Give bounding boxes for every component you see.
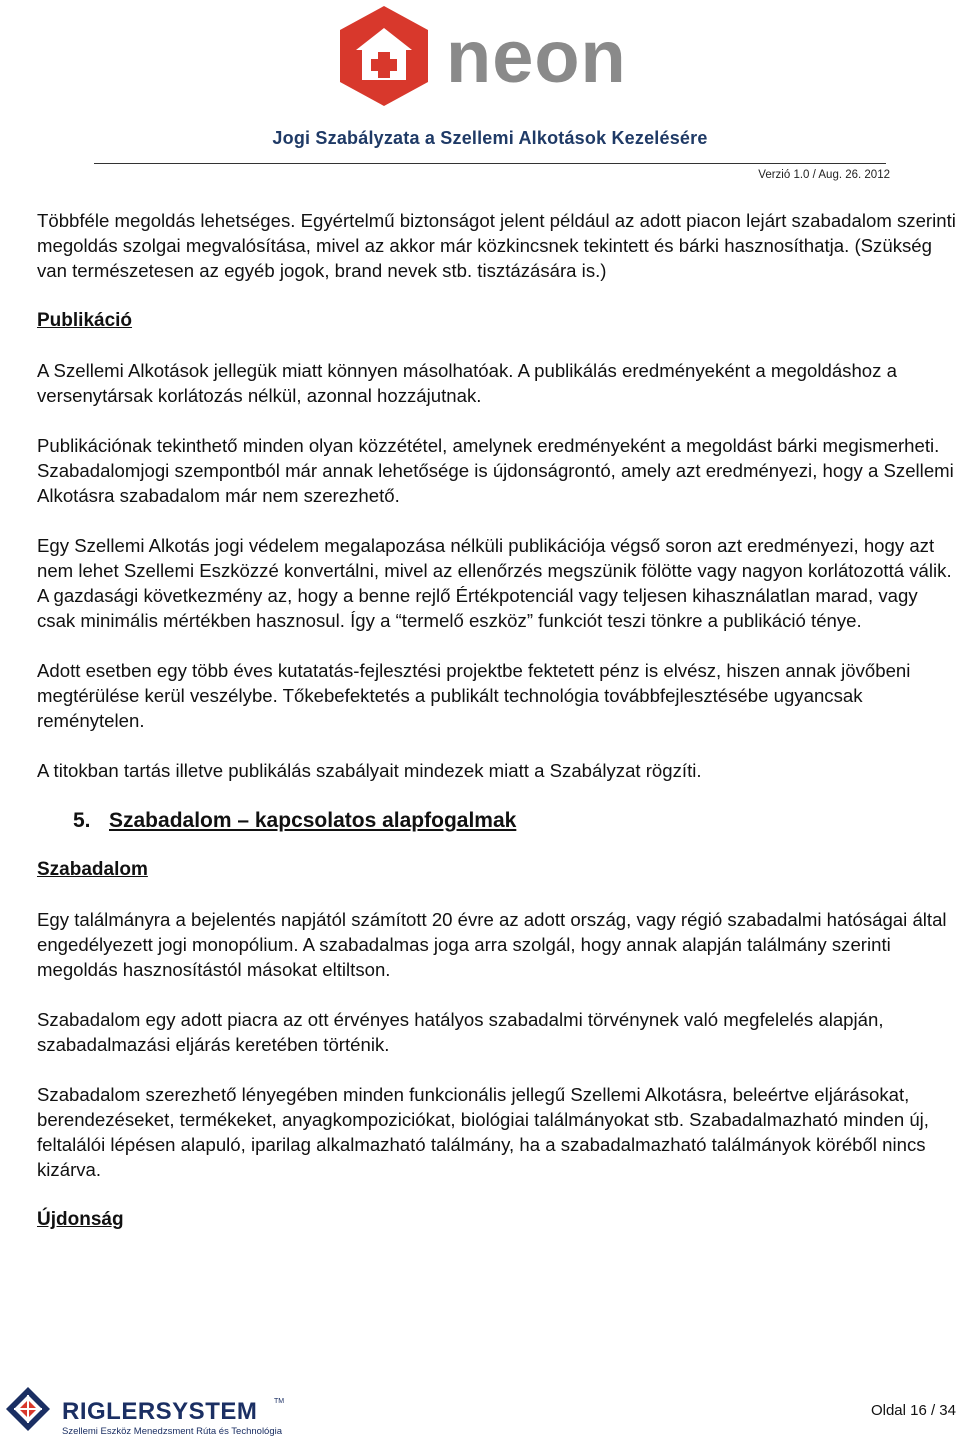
logo-wordmark: neon: [446, 15, 627, 98]
section-number: 5.: [73, 809, 91, 832]
neon-logo: [334, 2, 644, 110]
document-title: Jogi Szabályzata a Szellemi Alkotások Kezelésére: [272, 128, 708, 148]
paragraph: Egy találmányra a bejelentés napjától számított 20 évre az adott ország, vagy régió szabadalmi hatóságai által engedélyezett jogi monopólium. A szabadalmas joga arra szolgál, hogy annak alapján találmány szerinti megoldás hasznosítástól másokat eltiltson.: [37, 909, 947, 980]
paragraph: Adott esetben egy több éves kutatatás-fejlesztési projektbe fektetett pénz is elvész, hiszen annak jövőbeni megtérülése kerül veszélybe. Tőkebefektetés a publikált technológia továbbfejlesztésébe ugyancsak reménytelen.: [37, 660, 911, 731]
paragraph: A Szellemi Alkotások jellegük miatt könnyen másolhatóak. A publikálás eredményeként a megoldáshoz a versenytársak korlátozás nélkül, azonnal hozzájutnak.: [37, 360, 897, 406]
page-number: Oldal 16 / 34: [870, 1402, 956, 1419]
paragraph: Szabadalom egy adott piacra az ott érvényes hatályos szabadalmi törvénynek való megfelelés alapján, szabadalmazási eljárás keretében történik.: [37, 1009, 884, 1055]
page-content: [37, 208, 957, 1257]
section-heading: [73, 808, 957, 833]
version-label: Verzió 1.0 / Aug. 26. 2012: [758, 169, 890, 181]
diamond-icon: [6, 1387, 50, 1431]
paragraph: Szabadalom szerezhető lényegében minden funkcionális jellegű Szellemi Alkotásra, beleértve eljárásokat, berendezéseket, termékeket, anyagkompoziciókat, biológiai találmányokat stb. Szabadalmazható minden új, feltalálói lépésen alapuló, iparilag alkalmazható találmány, ha a szabadalmazható találmányok köréből nincs kizárva.: [37, 1084, 929, 1180]
footer-tm: TM: [274, 1398, 285, 1405]
subheading-szabadalom: Szabadalom: [37, 859, 148, 880]
header-divider: [94, 163, 886, 164]
footer-brand: RIGLERSYSTEM: [62, 1398, 258, 1425]
footer-tagline: Szellemi Eszköz Menedzsment Rúta és Technológia: [62, 1426, 283, 1437]
riglersystem-logo: [4, 1385, 294, 1444]
subheading-ujdonsag: Újdonság: [37, 1209, 124, 1230]
paragraph: Egy Szellemi Alkotás jogi védelem megalapozása nélküli publikációja végső soron azt eredményezi, hogy azt nem lehet Szellemi Eszközzé konvertálni, mivel az ellenőrzés megszünik fölötte vagy nagyon korlátozottá válik. A gazdasági következmény az, hogy a benne rejlő Értékpotenciál vagy teljesen kihasználatlan marad, vagy csak minimális mértékben hasznosul. Így a “termelő eszköz” funkciót teszi tönkre a publikáció ténye.: [37, 535, 952, 631]
paragraph: Többféle megoldás lehetséges. Egyértelmű biztonságot jelent például az adott piacon lejárt szabadalom szerinti megoldás szolgai megvalósítása, mivel az akkor már közkincsnek tekintett és bárki hasznosíthatja. (Szükség van természetesen az egyéb jogok, brand nevek stb. tisztázására is.): [37, 210, 956, 281]
paragraph: Publikációnak tekinthető minden olyan közzététel, amelynek eredményeként a megoldást bárki megismerheti. Szabadalomjogi szempontból már annak lehetősége is újdonságrontó, amely azt eredményezi, hogy a Szellemi Alkotásra szabadalom már nem szerezhető.: [37, 435, 954, 506]
section-title: Szabadalom – kapcsolatos alapfogalmak: [109, 809, 517, 832]
subheading-publikacio: Publikáció: [37, 310, 133, 331]
paragraph: A titokban tartás illetve publikálás szabályait mindezek miatt a Szabályzat rögzíti.: [37, 760, 702, 781]
